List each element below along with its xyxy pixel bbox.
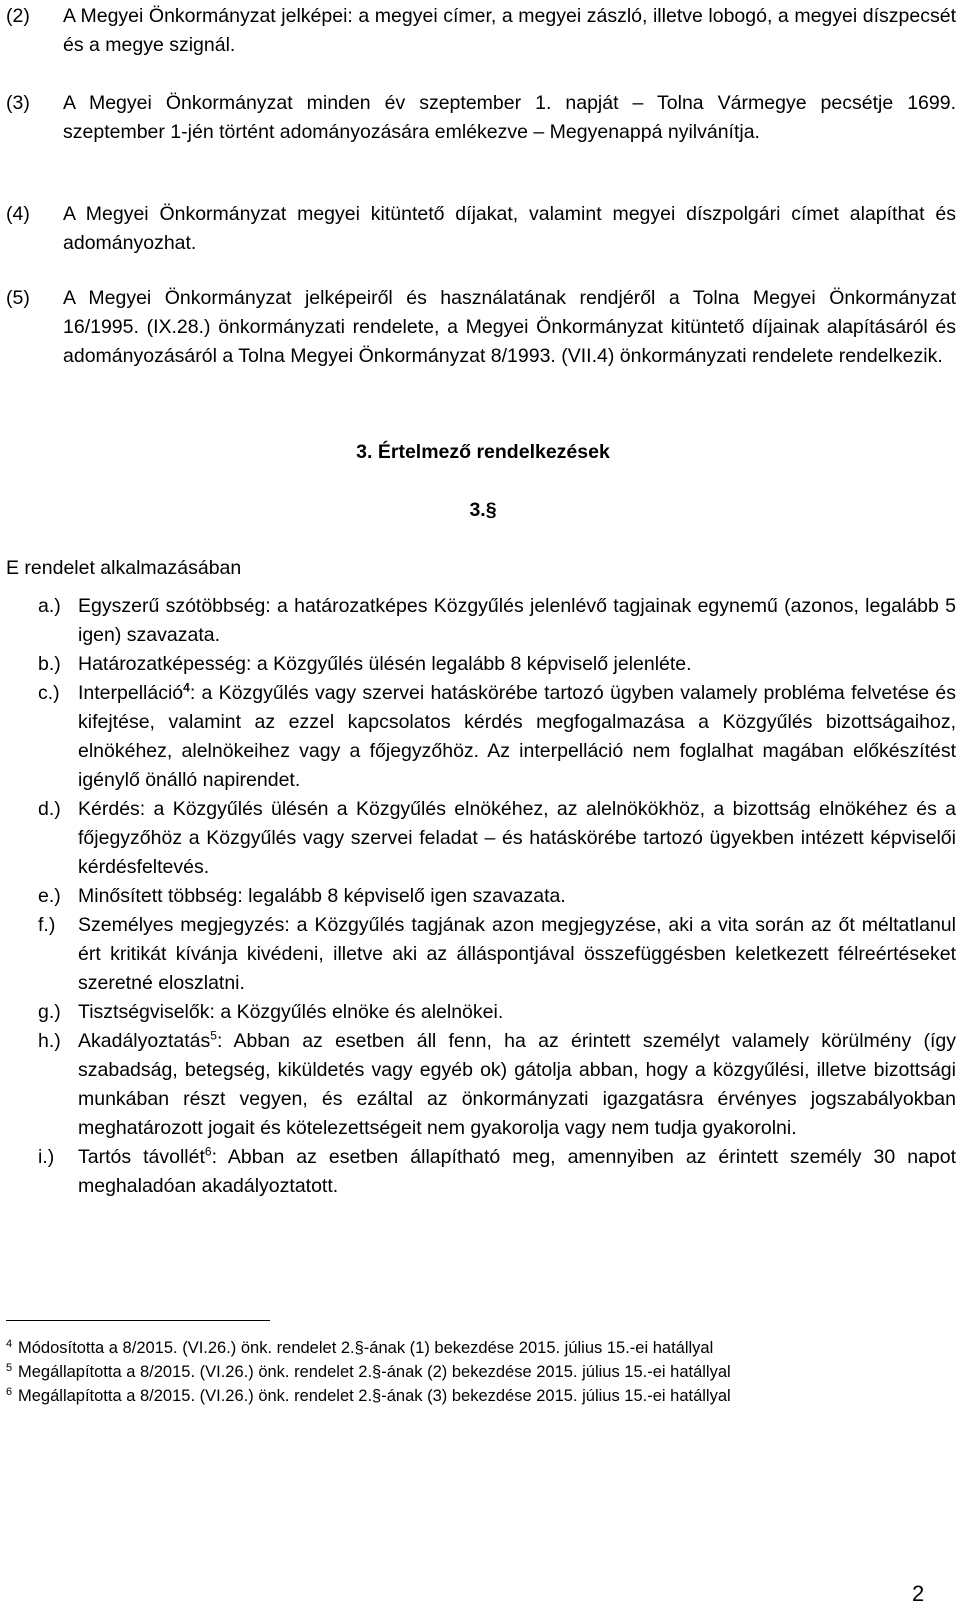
definition-label: h.) <box>38 1030 61 1052</box>
footnote-separator <box>6 1320 270 1321</box>
definition-term: Akadályoztatás <box>78 1030 211 1052</box>
footnote-reference[interactable]: 6 <box>204 1144 212 1159</box>
definition-item <box>38 1027 956 1143</box>
definition-label: e.) <box>38 885 61 907</box>
definition-text: Személyes megjegyzés: a Közgyűlés tagjának azon megjegyzése, aki a vita során az őt méltatlanul ért kritikát kívánja kivédeni, illetve aki az álláspontjával összefüggésben keletkezett félreértéseket szeretné eloszlatni. <box>78 914 956 994</box>
section-title: 3. Értelmező rendelkezések <box>356 441 610 463</box>
definition-text: Határozatképesség: a Közgyűlés ülésén legalább 8 képviselő jelenléte. <box>78 653 692 675</box>
definition-text <box>78 1143 956 1201</box>
paragraph-5 <box>6 284 956 371</box>
definition-label: d.) <box>38 798 61 820</box>
paragraph-text: A Megyei Önkormányzat minden év szeptember 1. napját – Tolna Vármegye pecsétje 1699. szeptember 1-jén történt adományozására emlékezve – Megyenappá nyilvánítja. <box>63 92 956 143</box>
paragraph-number: (5) <box>6 287 30 309</box>
definition-item <box>38 795 956 882</box>
definition-item <box>38 650 956 679</box>
footnote-6: $^6$ Megállapította a 8/2015. (VI.26.) önk. rendelet 2.§-ának (3) bekezdése 2015. július 15.-ei hatállyal <box>6 1385 731 1405</box>
paragraph-2 <box>6 2 956 60</box>
definition-text: Minősített többség: legalább 8 képviselő igen szavazata. <box>78 885 566 907</box>
definition-label: i.) <box>38 1146 55 1168</box>
definition-label: f.) <box>38 914 56 936</box>
definition-rest: : Abban az esetben állapítható meg, amennyiben az érintett személy 30 napot meghaladóan akadályoztatott. <box>78 1146 956 1197</box>
footnote-5: $^5$ Megállapította a 8/2015. (VI.26.) önk. rendelet 2.§-ának (2) bekezdése 2015. július 15.-ei hatállyal <box>6 1361 731 1381</box>
definition-term: Interpelláció <box>78 682 184 704</box>
paragraph-number: (3) <box>6 92 30 114</box>
footnote-text: Megállapította a 8/2015. (VI.26.) önk. rendelet 2.§-ának (2) bekezdése 2015. július 15.-ei hatállyal <box>18 1363 731 1381</box>
footnote-reference[interactable]: 5 <box>210 1028 217 1043</box>
definition-text: Egyszerű szótöbbség: a határozatképes Közgyűlés jelenlévő tagjainak egynemű (azonos, legalább 5 igen) szavazata. <box>78 595 956 646</box>
definitions-list <box>38 592 956 1201</box>
section-number: 3.§ <box>469 499 497 521</box>
definition-item <box>38 882 956 911</box>
definition-label: a.) <box>38 595 61 617</box>
definition-label: b.) <box>38 653 61 675</box>
definition-rest: : Abban az esetben áll fenn, ha az érintett személyt valamely körülmény (így szabadság, betegség, kiküldetés vagy egyéb ok) gátolja abban, hogy a közgyűlési, illetve bizottsági munkában részt vegyen, és ezáltal az önkormányzati igazgatásra érvényes jogszabályokban meghatározott jogait és kötelezettségeit nem gyakorolja vagy nem tudja gyakorolni. <box>78 1030 956 1139</box>
paragraph-number: (4) <box>6 203 30 225</box>
definition-rest: : a Közgyűlés vagy szervei hatáskörébe tartozó ügyben valamely probléma felvetése és kifejtése, valamint az ezzel kapcsolatos kérdés megfogalmazása a Közgyűlés bizottságaihoz, elnökéhez, alelnökeihez vagy a főjegyzőhöz. Az interpelláció nem foglalhat magában előkészítést igénylő önálló napirendet. <box>78 682 956 791</box>
paragraph-3 <box>6 89 956 147</box>
paragraph-4 <box>6 200 956 258</box>
definition-text <box>78 1027 956 1143</box>
definition-text: Kérdés: a Közgyűlés ülésén a Közgyűlés elnökéhez, az alelnökökhöz, a bizottság elnökéhez és a főjegyzőhöz a Közgyűlés vagy szervei feladat – és hatáskörébe tartozó ügyekben intézett képviselői kérdésfeltevés. <box>78 798 956 878</box>
definition-item <box>38 911 956 998</box>
paragraph-number: (2) <box>6 5 30 27</box>
definition-item <box>38 592 956 650</box>
paragraph-text: A Megyei Önkormányzat megyei kitüntető díjakat, valamint megyei díszpolgári címet alapíthat és adományozhat. <box>63 203 956 254</box>
definition-item <box>38 1143 956 1201</box>
definition-text: Tisztségviselők: a Közgyűlés elnöke és alelnökei. <box>78 1001 504 1023</box>
footnote-4: $^4$ Módosította a 8/2015. (VI.26.) önk. rendelet 2.§-ának (1) bekezdése 2015. július 15.-ei hatállyal <box>6 1337 714 1357</box>
page-number: 2 <box>912 1581 925 1606</box>
definition-item <box>38 998 956 1027</box>
paragraph-text: A Megyei Önkormányzat jelképei: a megyei címer, a megyei zászló, illetve lobogó, a megyei díszpecsét és a megye szignál. <box>63 5 956 56</box>
definition-text <box>78 679 956 795</box>
definition-item <box>38 679 956 795</box>
footnote-reference[interactable]: 4 <box>183 680 190 695</box>
definition-label: g.) <box>38 1001 61 1023</box>
definition-term: Tartós távollét <box>78 1146 205 1168</box>
footnote-text: Megállapította a 8/2015. (VI.26.) önk. rendelet 2.§-ának (3) bekezdése 2015. július 15.-ei hatállyal <box>18 1387 731 1405</box>
definition-label: c.) <box>38 682 60 704</box>
paragraph-text: A Megyei Önkormányzat jelképeiről és használatának rendjéről a Tolna Megyei Önkormányzat 16/1995. (IX.28.) önkormányzati rendelete, a Megyei Önkormányzat kitüntető díjainak alapításáról és adományozásáról a Tolna Megyei Önkormányzat 8/1993. (VII.4) önkormányzati rendelete rendelkezik. <box>63 287 956 367</box>
footnote-text: Módosította a 8/2015. (VI.26.) önk. rendelet 2.§-ának (1) bekezdése 2015. július 15.-ei hatállyal <box>18 1339 714 1357</box>
application-line: E rendelet alkalmazásában <box>6 557 242 579</box>
